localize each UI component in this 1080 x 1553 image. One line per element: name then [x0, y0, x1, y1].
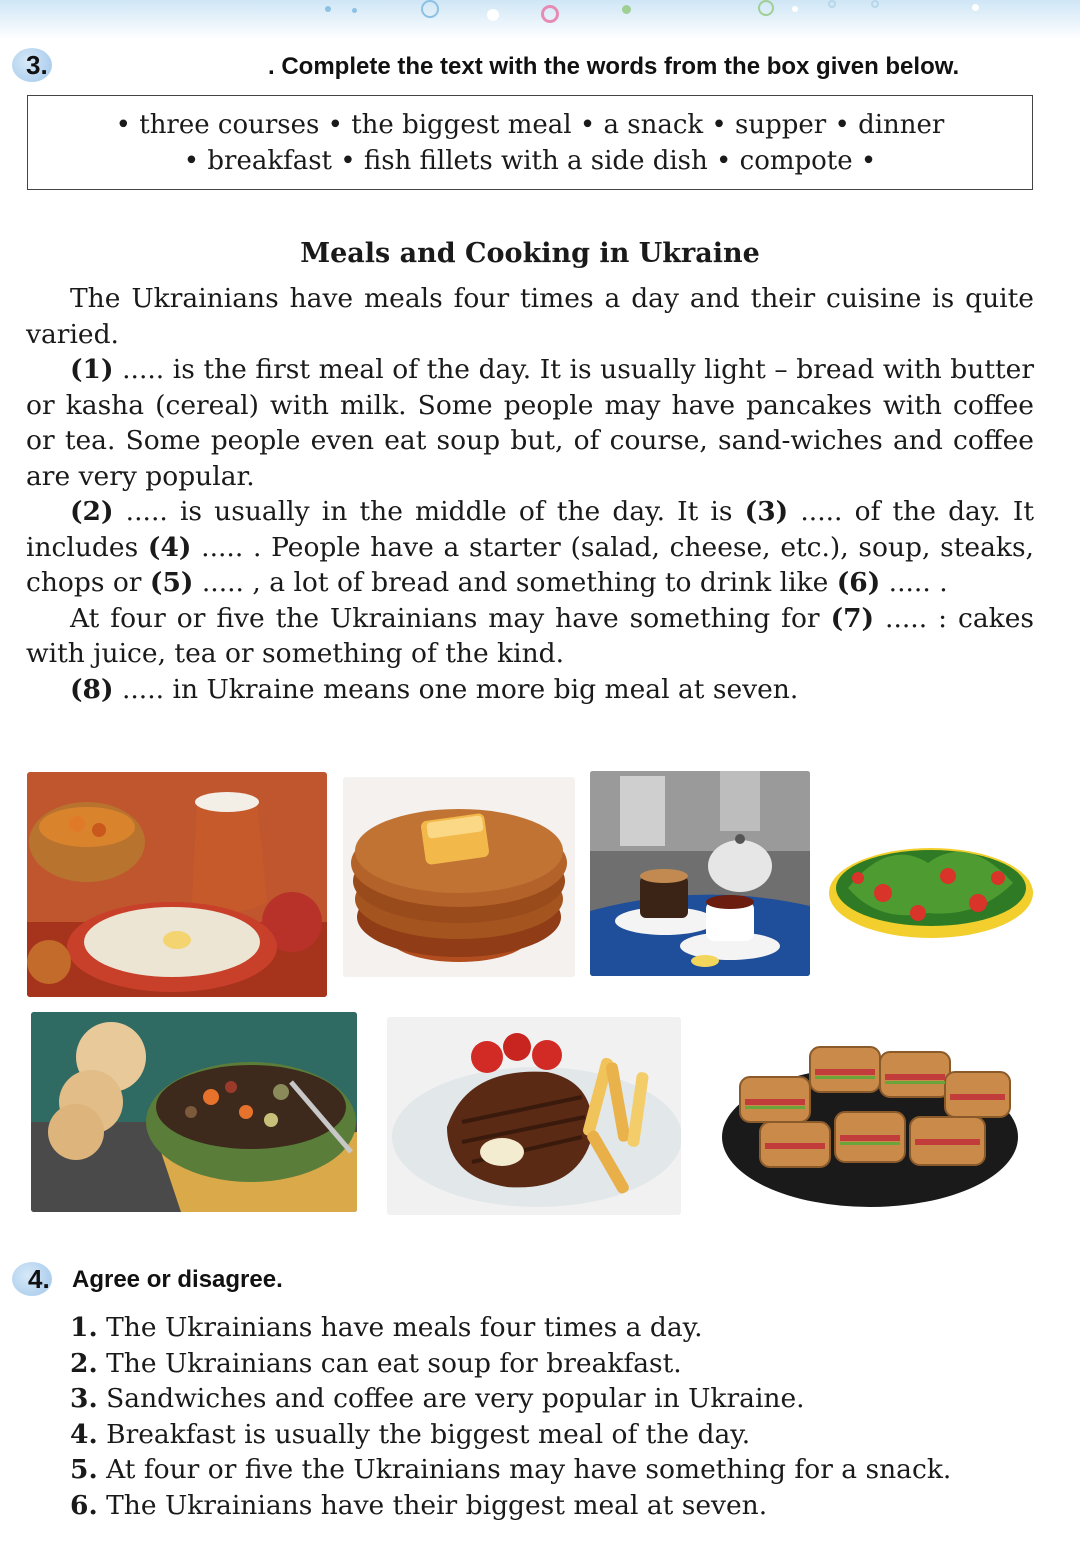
gap-number: (4) — [147, 531, 192, 563]
item-number: 4. — [70, 1418, 98, 1450]
paragraph — [26, 601, 1034, 672]
paragraph-text: ..... : cakes with juice, tea or something of the kind. — [26, 602, 1034, 669]
paragraph — [26, 281, 1034, 352]
paragraph-text: ..... . People have a starter (salad, cheese, etc.), soup, steaks, chops or — [26, 531, 1034, 598]
word-box — [27, 95, 1033, 190]
stew-with-buns-photo — [31, 1012, 357, 1212]
gap-number: (2) — [70, 496, 114, 527]
item-number: 6. — [70, 1489, 98, 1521]
paragraph-text: ..... , a lot of bread and something to drink like — [193, 567, 837, 598]
item-number: 2. — [70, 1347, 98, 1379]
kasha-illustration — [27, 772, 327, 997]
gap-number: (7) — [830, 602, 875, 634]
item-number: 3. — [70, 1383, 98, 1414]
stew-illustration — [31, 1012, 357, 1212]
paragraph — [26, 672, 1034, 708]
pancakes-photo — [343, 777, 575, 977]
paragraph-text: The Ukrainians have meals four times a day and their cuisine is quite varied. — [26, 283, 1034, 350]
paragraph — [26, 494, 1034, 601]
decor-dot — [792, 6, 798, 12]
paragraph-text: At four or five the Ukrainians may have something for — [70, 602, 831, 634]
header-decoration — [0, 0, 1080, 40]
decor-ring — [541, 5, 559, 23]
exercise-number: 3. — [26, 50, 48, 80]
salad-photo — [828, 818, 1034, 946]
gap-number: (5) — [149, 567, 194, 598]
paragraph-text: ..... in Ukraine means one more big meal at seven. — [113, 673, 799, 705]
item-text: Sandwiches and coffee are very popular in Ukraine. — [106, 1383, 805, 1414]
word-box-line: • breakfast • fish fillets with a side dish • compote • — [183, 146, 877, 176]
decor-dot — [325, 6, 331, 12]
exercise-number: 4. — [28, 1264, 50, 1294]
list-item — [70, 1488, 951, 1524]
exercise-instruction: . Complete the text with the words from the box given below. — [268, 53, 960, 80]
steak-illustration — [387, 1017, 681, 1215]
decor-dot — [352, 8, 357, 13]
item-text: At four or five the Ukrainians may have something for a snack. — [106, 1454, 952, 1485]
word-box-line: • three courses • the biggest meal • a snack • supper • dinner — [115, 110, 945, 140]
list-item — [70, 1452, 951, 1488]
pancakes-illustration — [343, 777, 575, 977]
item-text: The Ukrainians can eat soup for breakfast. — [106, 1347, 682, 1379]
item-text: Breakfast is usually the biggest meal of the day. — [106, 1418, 751, 1450]
item-number: 5. — [70, 1454, 98, 1485]
decor-ring — [828, 0, 836, 8]
paragraph-text: ..... of the day. It includes — [26, 496, 1035, 563]
gap-number: (3) — [744, 496, 789, 527]
text-title: Meals and Cooking in Ukraine — [300, 238, 760, 269]
exercise-instruction: Agree or disagree. — [72, 1266, 283, 1293]
list-item — [70, 1346, 951, 1382]
decor-ring — [758, 0, 774, 16]
item-text: The Ukrainians have meals four times a day. — [106, 1312, 703, 1343]
decor-dot — [972, 4, 979, 11]
steak-with-potatoes-photo — [387, 1017, 681, 1215]
gap-number: (8) — [70, 673, 114, 705]
item-text: The Ukrainians have their biggest meal at seven. — [106, 1489, 768, 1521]
gap-number: (1) — [70, 354, 114, 385]
gap-number: (6) — [836, 567, 881, 598]
coffee-tea-illustration — [590, 771, 810, 976]
paragraph-text: ..... is the first meal of the day. It is usually light – bread with butter or kasha (cereal) with milk. Some people may have pancakes with coffee or tea. Some people even eat soup but, of course, sand-wiches and coffee are very popular. — [26, 354, 1034, 492]
reading-text — [26, 281, 1034, 707]
sandwich-platter-photo — [720, 1017, 1023, 1210]
decor-ring — [421, 0, 439, 18]
kasha-and-clay-pots-photo — [27, 772, 327, 997]
salad-illustration — [828, 818, 1034, 946]
decor-ring — [871, 0, 879, 8]
paragraph-text: ..... . — [880, 567, 948, 598]
decor-dot — [622, 5, 631, 14]
list-item — [70, 1417, 951, 1453]
item-number: 1. — [70, 1312, 98, 1343]
coffee-and-tea-photo — [590, 771, 810, 976]
sandwich-illustration — [720, 1017, 1023, 1210]
paragraph — [26, 352, 1034, 494]
list-item — [70, 1381, 951, 1417]
statement-list — [70, 1310, 951, 1523]
list-item — [70, 1310, 951, 1346]
decor-dot — [487, 9, 499, 21]
paragraph-text: ..... is usually in the middle of the day. It is — [113, 496, 745, 527]
